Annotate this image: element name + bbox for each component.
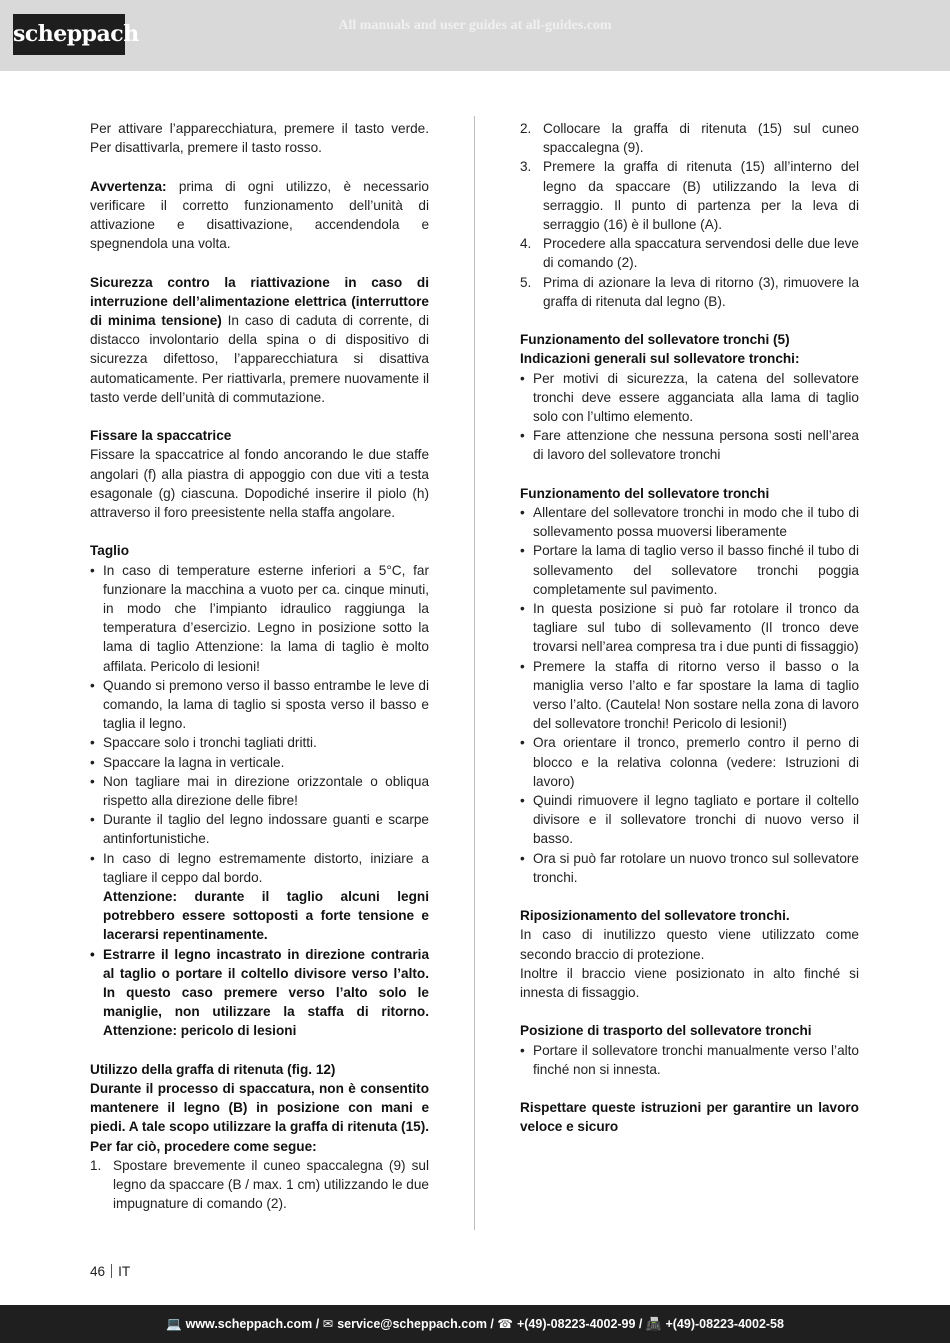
activation-paragraph: Per attivare l’apparecchiatura, premere il tasto verde. Per disattivarla, premere il tasto rosso. xyxy=(90,121,429,156)
restart-text: In caso di caduta di corrente, di distacco involontario della spina o di dispositivo di sicurezza difettoso, l’apparecchiatura si disattiva automaticamente. Per riattivarla, premere nuovamente il tasto verde dell’unità di commutazione. xyxy=(90,313,429,405)
restart-paragraph xyxy=(90,273,429,407)
step-number: 2. xyxy=(520,121,532,136)
lifter-heading: Funzionamento del sollevatore tronchi (5) xyxy=(520,332,790,348)
list-item: • Non tagliare mai in direzione orizzontale o obliqua rispetto alla direzione delle fibre! xyxy=(90,772,429,810)
cut-heading: Taglio xyxy=(90,543,130,559)
operation-list xyxy=(520,503,859,887)
list-item xyxy=(90,1156,429,1214)
warning-label: Avvertenza: xyxy=(90,178,167,194)
list-item xyxy=(520,119,859,157)
cut-section xyxy=(90,541,429,1040)
list-item: • In caso di temperature esterne inferiori a 5°C, far funzionare la macchina a vuoto per ca. cinque minuti, in modo che l’impianto idraulico raggiunga la temperatura d’esercizio. Legno in posizione sotto la lama di taglio Attenzione: la lama di taglio è molto affilata. Pericolo di lesioni! xyxy=(90,561,429,676)
list-item: • Premere la staffa di ritorno verso il basso o la maniglia verso l’alto e far spostare la lama di taglio verso l’alto. (Cautela! Non sostare nella zona di lavoro del sollevatore tronchi! Pericolo di lesioni!) xyxy=(520,657,859,734)
list-item: • In caso di legno estremamente distorto, iniziare a tagliare il ceppo dal bordo. xyxy=(90,849,429,887)
list-item: • Allentare del sollevatore tronchi in modo che il tubo di sollevamento possa muoversi liberamente xyxy=(520,503,859,541)
lifter-general-section xyxy=(520,330,859,464)
step-number: 1. xyxy=(90,1157,102,1173)
clamp-heading: Utilizzo della graffa di ritenuta (fig. 12) xyxy=(90,1061,336,1077)
list-item xyxy=(520,234,859,272)
page-number-value: 46 xyxy=(90,1264,106,1279)
list-item xyxy=(520,273,859,311)
clamp-intro: Durante il processo di spaccatura, non è consentito mantenere il legno (B) in posizione con mani e piedi. A tale scopo utilizzare la graffa di ritenuta (15). Per far ciò, procedere come segue: xyxy=(90,1081,429,1154)
footer-email: service@scheppach.com / xyxy=(337,1317,494,1331)
list-item: • Ora si può far rotolare un nuovo tronco sul sollevatore tronchi. xyxy=(520,849,859,887)
step-text: Prima di azionare la leva di ritorno (3), rimuovere la graffa di ritenuta dal legno (B). xyxy=(543,274,859,309)
page-number-separator xyxy=(111,1264,112,1278)
cut-bold-list xyxy=(90,945,429,1041)
warning-text: prima di ogni utilizzo, è necessario verificare il corretto funzionamento dell’unità di attivazione e disattivazione, accendendola e spegnendola una volta. xyxy=(90,178,429,252)
step-text: Spostare brevemente il cuneo spaccalegna (9) sul legno da spaccare (B / max. 1 cm) utilizzando le due impugnature di comando (2). xyxy=(113,1157,429,1212)
footer-phone: +(49)-08223-4002-99 / xyxy=(516,1317,643,1331)
warning-paragraph xyxy=(90,177,429,254)
column-divider xyxy=(474,116,475,1230)
step-text: Procedere alla spaccatura servendosi delle due leve di comando (2). xyxy=(543,236,859,271)
list-item: • Spaccare la lagna in verticale. xyxy=(90,753,429,772)
operation-heading: Funzionamento del sollevatore tronchi xyxy=(520,485,770,501)
footer-website: www.scheppach.com / xyxy=(185,1317,320,1331)
page-number xyxy=(90,1264,130,1279)
clamp-steps-left xyxy=(90,1156,429,1214)
repositioning-section xyxy=(520,906,859,1002)
repositioning-text-2: Inoltre il braccio viene posizionato in alto finché si innesta di fissaggio. xyxy=(520,965,859,1001)
mail-icon: ✉ xyxy=(322,1317,334,1331)
transport-heading: Posizione di trasporto del sollevatore tronchi xyxy=(520,1023,812,1039)
left-column xyxy=(90,119,429,1214)
scheppach-logo: scheppach xyxy=(13,14,125,55)
page-footer xyxy=(0,1305,950,1343)
restart-heading: Sicurezza contro la riattivazione in caso di interruzione dell’alimentazione elettrica (interruttore di minima tensione) xyxy=(90,274,429,328)
computer-icon: 💻 xyxy=(166,1317,182,1331)
transport-list xyxy=(520,1041,859,1079)
list-item: • Estrarre il legno incastrato in direzione contraria al taglio o portare il coltello divisore verso l’alto. In questo caso premere verso l’alto solo le maniglie, non utilizzare la staffa di ritorno. Attenzione: pericolo di lesioni xyxy=(90,945,429,1041)
step-text: Premere la graffa di ritenuta (15) all’interno del legno da spaccare (B) utilizzando la leva di serraggio. Il punto di partenza per la leva di serraggio (16) è il bullone (A). xyxy=(543,159,859,233)
cut-list xyxy=(90,561,429,887)
page-language: IT xyxy=(118,1264,131,1279)
step-number: 4. xyxy=(520,236,532,252)
list-item: • Quindi rimuovere il legno tagliato e portare il coltello divisore e il sollevatore tronchi di nuovo verso il basso. xyxy=(520,791,859,849)
list-item: • Quando si premono verso il basso entrambe le leve di comando, la lama di taglio si sposta verso il basso e taglia il legno. xyxy=(90,676,429,734)
list-item: • In questa posizione si può far rotolare il tronco da tagliare sul tubo di sollevamento (Il tronco deve trovarsi nell’area compresa tra i due punti di fissaggio) xyxy=(520,599,859,657)
list-item: • Portare il sollevatore tronchi manualmente verso l’alto finché non si innesta. xyxy=(520,1041,859,1079)
repositioning-heading: Riposizionamento del sollevatore tronchi. xyxy=(520,908,790,924)
phone-icon: ☎ xyxy=(497,1317,513,1331)
right-column xyxy=(520,119,859,1137)
fax-icon: 📠 xyxy=(645,1317,662,1331)
list-item: • Ora orientare il tronco, premerlo contro il perno di blocco e la relativa colonna (vedere: Istruzioni di lavoro) xyxy=(520,733,859,791)
step-number: 3. xyxy=(520,159,532,175)
list-item xyxy=(520,157,859,234)
list-item: • Durante il taglio del legno indossare guanti e scarpe antinfortunistiche. xyxy=(90,810,429,848)
fix-section xyxy=(90,426,429,522)
repositioning-text-1: In caso di inutilizzo questo viene utilizzato come secondo braccio di protezione. xyxy=(520,927,859,962)
list-item: • Spaccare solo i tronchi tagliati dritti. xyxy=(90,733,429,752)
closing-note: Rispettare queste istruzioni per garantire un lavoro veloce e sicuro xyxy=(520,1100,859,1135)
page-header xyxy=(0,0,950,71)
clamp-steps-right xyxy=(520,119,859,311)
fix-heading: Fissare la spaccatrice xyxy=(90,428,232,444)
watermark: All manuals and user guides at all-guides.com xyxy=(338,18,612,33)
list-item: • Per motivi di sicurezza, la catena del sollevatore tronchi deve essere agganciata alla lama di taglio solo con l’ultimo elemento. xyxy=(520,369,859,427)
fix-text: Fissare la spaccatrice al fondo ancorando le due staffe angolari (f) alla piastra di appoggio con due viti a testa esagonale (g) ciascuna. Dopodiché inserire il piolo (h) attraverso il foro preesistente nella staffa angolare. xyxy=(90,447,429,521)
lifter-operation-section xyxy=(520,484,859,887)
step-text: Collocare la graffa di ritenuta (15) sul cuneo spaccalegna (9). xyxy=(543,121,859,156)
lifter-general-list xyxy=(520,369,859,465)
list-item: • Portare la lama di taglio verso il basso finché il tubo di sollevamento del sollevatore tronchi poggia completamente sul pavimento. xyxy=(520,541,859,599)
step-number: 5. xyxy=(520,274,532,290)
lifter-subheading: Indicazioni generali sul sollevatore tronchi: xyxy=(520,351,800,367)
footer-fax: +(49)-08223-4002-58 xyxy=(665,1317,784,1331)
list-item: • Fare attenzione che nessuna persona sosti nell’area di lavoro del sollevatore tronchi xyxy=(520,426,859,464)
clamp-section xyxy=(90,1060,429,1214)
transport-section xyxy=(520,1021,859,1079)
cut-attention: Attenzione: durante il taglio alcuni legni potrebbero essere sottoposti a forte tensione e lacerarsi repentinamente. xyxy=(103,889,429,943)
